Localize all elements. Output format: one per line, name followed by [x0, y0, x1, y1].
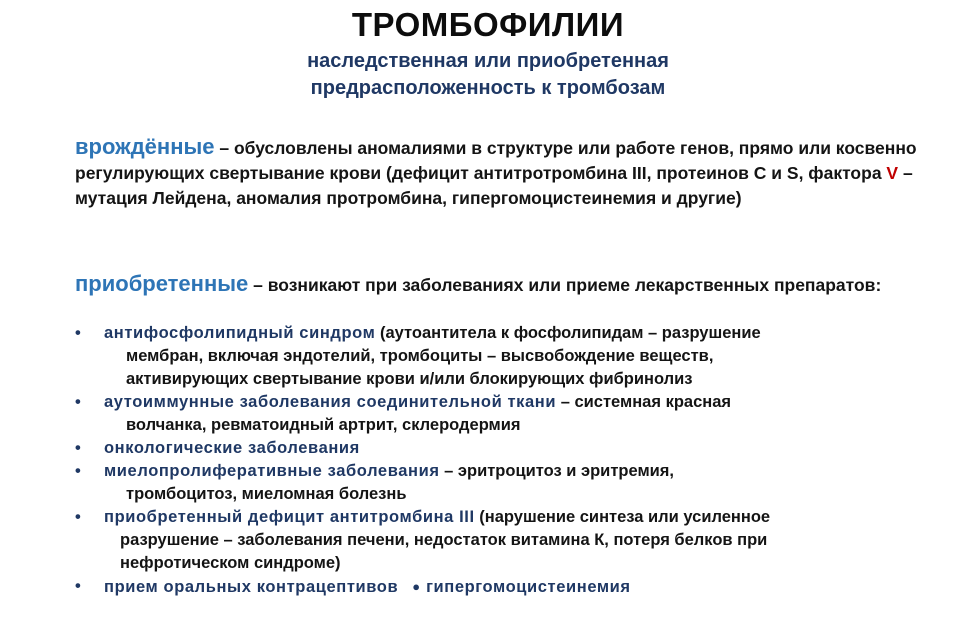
subtitle-line-1: наследственная или приобретенная [307, 50, 669, 72]
item-name: миелопролиферативные заболевания [104, 462, 440, 480]
item-name: антифосфолипидный синдром [104, 324, 376, 342]
congenital-paragraph [75, 134, 920, 211]
item-desc: (аутоантитела к фосфолипидам – разрушение [375, 324, 761, 342]
acquired-term: приобретенные [75, 271, 249, 296]
bullet-icon: • [75, 439, 81, 457]
congenital-text-a: – обусловлены аномалиями в структуре или работе генов, прямо или косвенно регулирующих свертывание крови (дефицит антитротромбина III, протеинов С и S, фактора [75, 138, 917, 183]
bullet-icon: • [75, 324, 81, 342]
congenital-text-b: – мутация Лейдена, аномалия протромбина, гипергомоцистеинемия и другие) [75, 163, 913, 208]
item-line-2: мембран, включая эндотелий, тромбоциты – высвобождение веществ, [126, 347, 714, 365]
bullet-icon: • [75, 508, 81, 526]
slide-title: ТРОМБОФИЛИИ [351, 6, 625, 43]
list-item [75, 460, 925, 506]
acquired-text: – возникают при заболеваниях или приеме лекарственных препаратов: [248, 275, 882, 295]
item-desc: – эритроцитоз и эритремия, [439, 462, 675, 480]
item-name: прием оральных контрацептивов [104, 578, 399, 596]
acquired-paragraph [75, 271, 920, 298]
item-line-2: разрушение – заболевания печени, недостаток витамина К, потеря белков при [120, 531, 768, 549]
acquired-causes-list [75, 322, 925, 599]
congenital-term: врождённые [75, 134, 215, 159]
item-line-2: волчанка, ревматоидный артрит, склеродермия [126, 416, 521, 434]
bullet-icon: • [75, 393, 81, 411]
slide-subtitle [0, 48, 960, 102]
factor-v: V [886, 163, 899, 183]
list-item [75, 437, 925, 460]
list-item [75, 391, 925, 437]
item-line-3: нефротическом синдроме) [120, 554, 341, 572]
list-item [75, 322, 925, 391]
item-name: онкологические заболевания [104, 439, 360, 457]
item-desc: – системная красная [556, 393, 732, 411]
item-name: приобретенный дефицит антитромбина III [104, 508, 475, 526]
bullet-icon: • [75, 462, 81, 480]
item-line-2: тромбоцитоз, миеломная болезнь [126, 485, 407, 503]
inline-bullet-icon: ● [412, 579, 421, 594]
item-desc: (нарушение синтеза или усиленное [474, 508, 771, 526]
subtitle-line-2: предрасположенность к тромбозам [310, 77, 666, 99]
item-name-2: гипергомоцистеинемия [426, 578, 631, 596]
item-name: аутоиммунные заболевания соединительной ткани [104, 393, 557, 411]
list-item [75, 575, 925, 599]
list-item [75, 506, 925, 575]
bullet-icon: • [75, 577, 81, 595]
item-line-3: активирующих свертывание крови и/или блокирующих фибринолиз [126, 370, 693, 388]
